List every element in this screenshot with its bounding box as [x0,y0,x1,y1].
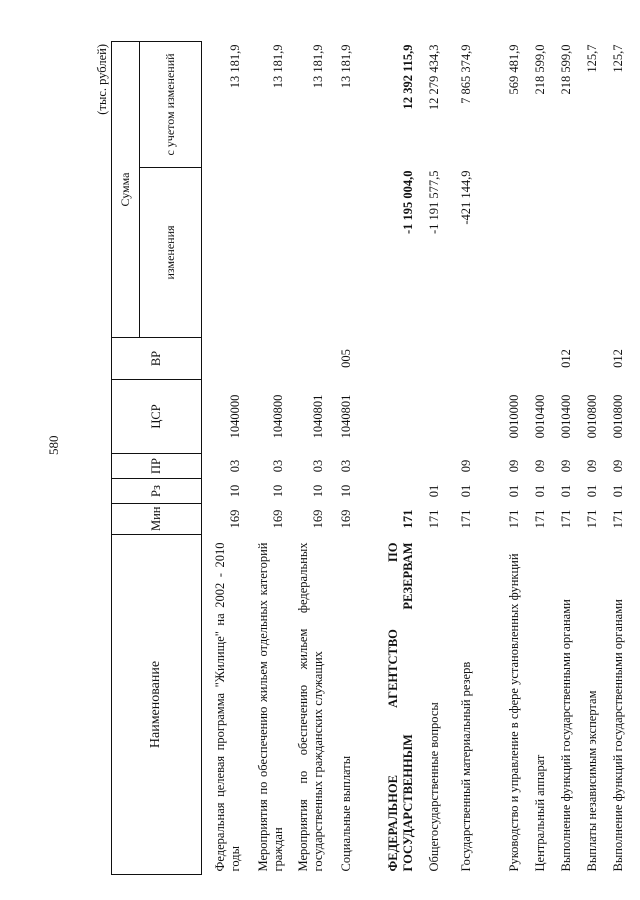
row-pr: 09 [506,459,521,473]
row-rz: 10 [227,484,242,498]
row-min: 171 [506,509,521,529]
row-rz: 01 [426,484,441,498]
row-total: 13 181,9 [270,44,285,89]
table-row-agency [357,41,419,874]
row-pr: 09 [558,459,573,473]
row-min: 169 [227,509,242,529]
row-total: 13 181,9 [227,44,242,89]
row-vr: 012 [558,349,573,368]
row-rz: 10 [338,484,353,498]
row-csr [445,380,477,454]
table-header [112,41,202,874]
header-min: Мин [112,504,202,535]
row-total: 13 181,9 [310,44,325,89]
table-row [445,41,477,874]
row-total: 218 599,0 [532,44,547,95]
row-pr [357,454,419,479]
header-name: Наименование [112,535,202,875]
row-pr: 09 [584,459,599,473]
row-min: 171 [558,509,573,529]
row-pr: 03 [270,459,285,473]
row-vr [525,338,551,380]
table-row [477,41,525,874]
row-total: 12 279 434,3 [426,44,441,111]
row-min: 171 [610,509,625,529]
row-csr: 0010800 [584,394,599,439]
row-total: 125,7 [610,44,625,73]
row-min: 169 [338,509,353,529]
row-csr: 1040000 [227,394,242,439]
header-changes: изменения [140,168,202,338]
row-total: 569 481,9 [506,44,521,95]
header-rz: Рз [112,479,202,504]
row-name: Руководство и управление в сфере установленных функций [506,553,521,872]
row-min: 169 [310,509,325,529]
rotated-table-area [95,42,625,875]
row-name: Общегосударственные вопросы [426,702,441,872]
budget-table [111,41,629,875]
units-caption: (тыс. рублей) [95,44,109,115]
row-pr: 03 [338,459,353,473]
row-name: Выполнение функций государственными органами [610,599,625,872]
row-rz: 10 [270,484,285,498]
row-min: 171 [532,509,547,529]
table-row [246,41,289,874]
row-vr [477,338,525,380]
row-changes [603,168,629,338]
row-name: Мероприятия по обеспечению жильем отдельных категорий граждан [255,542,285,872]
row-changes [289,168,329,338]
row-rz: 10 [310,484,325,498]
row-vr [445,338,477,380]
row-csr: 1040801 [338,394,353,439]
row-vr [202,338,246,380]
row-vr: 005 [338,349,353,368]
header-csr: ЦСР [112,380,202,454]
row-name: Выполнение функций государственными органами [558,599,573,872]
row-name: Государственный материальный резерв [458,661,473,872]
row-csr: 0010400 [532,394,547,439]
row-vr [246,338,289,380]
row-rz: 01 [458,484,473,498]
row-pr: 09 [458,459,473,473]
row-name: Мероприятия по обеспечению жильем федеральных государственных гражданских служащих [295,542,325,872]
row-total: 218 599,0 [558,44,573,95]
row-rz [357,479,419,504]
row-min: 169 [270,509,285,529]
row-csr: 1040801 [310,394,325,439]
row-name: Социальные выплаты [338,755,353,872]
row-min: 171 [400,509,415,529]
table-row [577,41,603,874]
row-changes: -1 191 577,5 [426,170,441,235]
row-min: 171 [584,509,599,529]
table-body [202,41,629,874]
row-rz: 01 [584,484,599,498]
table-row [202,41,246,874]
row-total: 125,7 [584,44,599,73]
row-changes [477,168,525,338]
row-changes [577,168,603,338]
header-with-changes: с учетом изменений [140,41,202,167]
row-total: 7 865 374,9 [458,44,473,104]
row-changes [246,168,289,338]
row-rz: 01 [558,484,573,498]
table-row [289,41,329,874]
table-row [603,41,629,874]
row-rz: 01 [610,484,625,498]
row-csr: 0010000 [506,394,521,439]
table-row [551,41,577,874]
row-name: Выплаты независимым экспертам [584,690,599,872]
row-changes [202,168,246,338]
row-rz: 01 [506,484,521,498]
row-min: 171 [458,509,473,529]
header-pr: ПР [112,454,202,479]
row-csr: 1040800 [270,394,285,439]
row-csr [419,380,445,454]
table-row [329,41,357,874]
row-vr: 012 [610,349,625,368]
row-changes: -1 195 004,0 [400,170,415,235]
row-csr: 0010800 [610,394,625,439]
row-pr: 09 [532,459,547,473]
row-vr [357,338,419,380]
row-min: 171 [426,509,441,529]
header-sum: Сумма [112,41,140,337]
row-changes [525,168,551,338]
row-changes [551,168,577,338]
row-rz: 01 [532,484,547,498]
row-vr [577,338,603,380]
header-vr: ВР [112,338,202,380]
row-changes [329,168,357,338]
row-csr [357,380,419,454]
page-number: 580 [46,435,61,455]
row-vr [419,338,445,380]
row-changes: -421 144,9 [458,170,473,225]
row-name: Центральный аппарат [532,754,547,872]
row-name: ФЕДЕРАЛЬНОЕ АГЕНТСТВО ПО ГОСУДАРСТВЕННЫМ РЕЗЕРВАМ [385,542,415,872]
row-pr: 03 [310,459,325,473]
table-row [525,41,551,874]
row-total: 12 392 115,9 [400,44,415,110]
row-pr: 03 [227,459,242,473]
row-total: 13 181,9 [338,44,353,89]
row-csr: 0010400 [558,394,573,439]
row-pr: 09 [610,459,625,473]
table-row [419,41,445,874]
row-name: Федеральная целевая программа "Жилище" на 2002 - 2010 годы [212,542,242,872]
row-pr [419,454,445,479]
row-vr [289,338,329,380]
